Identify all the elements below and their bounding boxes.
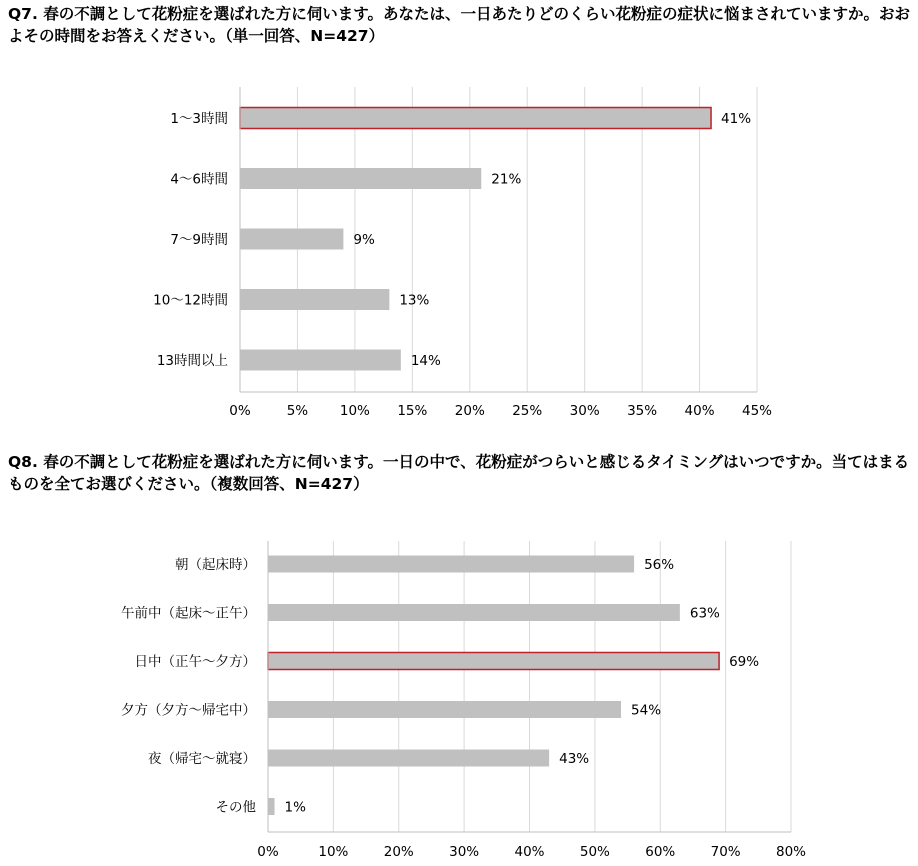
q8-category-label: その他: [215, 799, 256, 816]
q7-x-tick-label: 25%: [512, 403, 543, 419]
q8-chart: [121, 541, 806, 860]
q8-bar: [268, 750, 549, 767]
q8-bar: [268, 653, 719, 670]
q8-x-tick-label: 70%: [710, 844, 741, 860]
q8-data-label: 69%: [729, 654, 760, 670]
q7-category-label: 10〜12時間: [153, 292, 228, 309]
q8-category-label: 夜（帰宅〜就寝）: [148, 751, 256, 767]
q7-bar: [240, 168, 481, 189]
q7-data-label: 21%: [491, 171, 522, 188]
q8-bar: [268, 701, 621, 718]
q8-data-label: 43%: [559, 751, 590, 767]
q7-data-label: 41%: [721, 111, 752, 127]
q7-data-label: 14%: [410, 353, 441, 369]
q7-category-label: 7〜9時間: [170, 232, 228, 248]
q7-bar: [240, 229, 343, 250]
q7-x-tick-label: 5%: [286, 403, 309, 419]
q7-question-title: Q7. 春の不調として花粉症を選ばれた方に伺います。あなたは、一日あたりどのくらい花粉症の症状に悩まされていますか。おおよその時間をお答えください。（単一回答、N=427）: [8, 5, 911, 45]
q8-x-tick-label: 20%: [383, 844, 414, 860]
q7-x-tick-label: 35%: [627, 403, 658, 419]
q7-category-label: 4〜6時間: [170, 171, 228, 188]
q8-data-label: 56%: [644, 557, 675, 573]
q7-category-label: 13時間以上: [156, 353, 228, 369]
q8-category-label: 朝（起床時）: [175, 557, 256, 573]
q8-x-tick-label: 80%: [775, 844, 807, 860]
q8-bar: [268, 556, 634, 573]
q7-x-tick-label: 0%: [229, 403, 251, 419]
q8-category-label: 午前中（起床〜正午）: [121, 605, 256, 622]
q7-x-tick-label: 10%: [339, 403, 370, 419]
q7-category-label: 1〜3時間: [170, 111, 228, 127]
q8-x-tick-label: 0%: [257, 844, 279, 860]
q8-x-tick-label: 30%: [449, 844, 480, 860]
q7-bar: [240, 289, 389, 310]
q8-category-label: 日中（正午〜夕方）: [134, 654, 256, 670]
q8-data-label: 63%: [689, 605, 720, 622]
q8-data-label: 54%: [631, 702, 662, 719]
q7-bar: [240, 350, 401, 371]
q8-category-label: 夕方（夕方〜帰宅中）: [121, 702, 256, 719]
q7-x-tick-label: 40%: [684, 403, 715, 419]
q8-x-tick-label: 40%: [514, 844, 545, 860]
q8-x-tick-label: 50%: [579, 844, 610, 860]
q7-data-label: 9%: [353, 232, 375, 248]
q8-bar: [268, 604, 680, 621]
q7-bar: [240, 108, 711, 129]
q7-chart: [153, 87, 772, 419]
q7-x-tick-label: 30%: [569, 403, 600, 419]
q8-bar: [268, 798, 275, 815]
q7-x-tick-label: 15%: [397, 403, 428, 419]
q8-x-tick-label: 10%: [318, 844, 349, 860]
q7-data-label: 13%: [399, 292, 430, 309]
q8-question-title: Q8. 春の不調として花粉症を選ばれた方に伺います。一日の中で、花粉症がつらいと感じるタイミングはいつですか。当てはまるものを全てお選びください。（複数回答、N=427）: [8, 453, 910, 493]
q8-x-tick-label: 60%: [645, 844, 676, 860]
q7-x-tick-label: 20%: [454, 403, 485, 419]
q8-data-label: 1%: [284, 799, 306, 816]
q7-x-tick-label: 45%: [741, 403, 773, 419]
